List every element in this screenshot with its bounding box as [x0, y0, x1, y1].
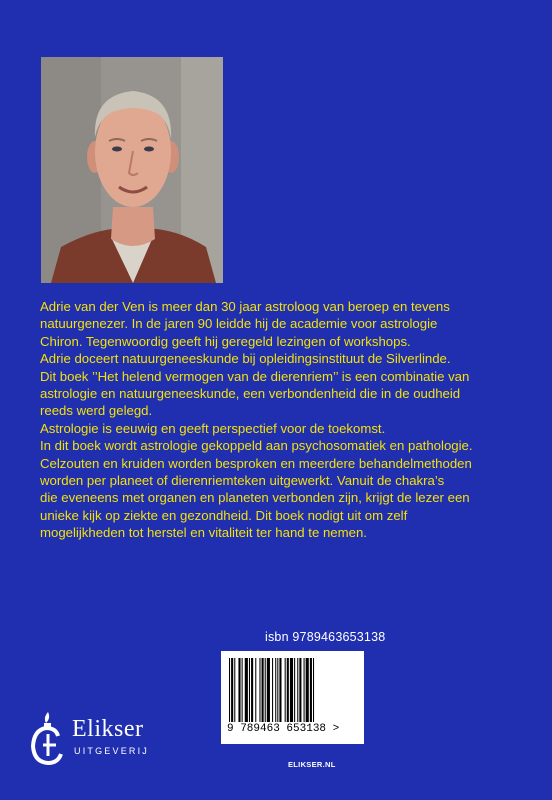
publisher-logo	[26, 708, 166, 768]
blurb-line: Adrie van der Ven is meer dan 30 jaar astroloog van beroep en tevens	[40, 299, 450, 314]
blurb-line: mogelijkheden tot herstel en vitaliteit ter hand te nemen.	[40, 525, 367, 541]
blurb-line: Dit boek ’’Het helend vermogen van de dierenriem’’ is een combinatie van	[40, 368, 470, 384]
elikser-emblem-icon	[26, 708, 72, 768]
blurb-line: Adrie doceert natuurgeneeskunde bij opleidingsinstituut de Silverlinde.	[40, 351, 451, 367]
barcode	[221, 651, 364, 744]
blurb-line: Chiron. Tegenwoordig geeft hij geregeld lezingen of workshops.	[40, 333, 411, 349]
blurb-line: die eveneens met organen en planeten verbonden zijn, krijgt de lezer een	[40, 490, 470, 506]
blurb-line: In dit boek wordt astrologie gekoppeld aan psychosomatiek en pathologie.	[40, 438, 473, 454]
isbn-label: isbn 9789463653138	[265, 630, 386, 644]
author-photo	[41, 57, 223, 283]
back-cover-blurb	[40, 298, 520, 542]
barcode-bars	[229, 658, 356, 722]
blurb-line: natuurgenezer. In de jaren 90 leidde hij de academie voor astrologie	[40, 316, 438, 332]
publisher-name: Elikser	[72, 716, 144, 742]
barcode-digits: 9 789463 653138 >	[227, 723, 340, 735]
publisher-subtitle: UITGEVERIJ	[74, 746, 150, 756]
blurb-line: astrologie en natuurgeneeskunde, een verbondenheid die in de oudheid	[40, 386, 461, 402]
publisher-website: ELIKSER.NL	[288, 760, 336, 769]
blurb-line: reeds werd gelegd.	[40, 403, 153, 419]
blurb-line: Astrologie is eeuwig en geeft perspectief voor de toekomst.	[40, 420, 386, 436]
blurb-line: unieke kijk op ziekte en gezondheid. Dit boek nodigt uit om zelf	[40, 507, 408, 523]
blurb-line: worden per planeet of dierenriemteken uitgewerkt. Vanuit de chakra’s	[40, 473, 445, 489]
blurb-line: Celzouten en kruiden worden besproken en meerdere behandelmethoden	[40, 455, 472, 471]
